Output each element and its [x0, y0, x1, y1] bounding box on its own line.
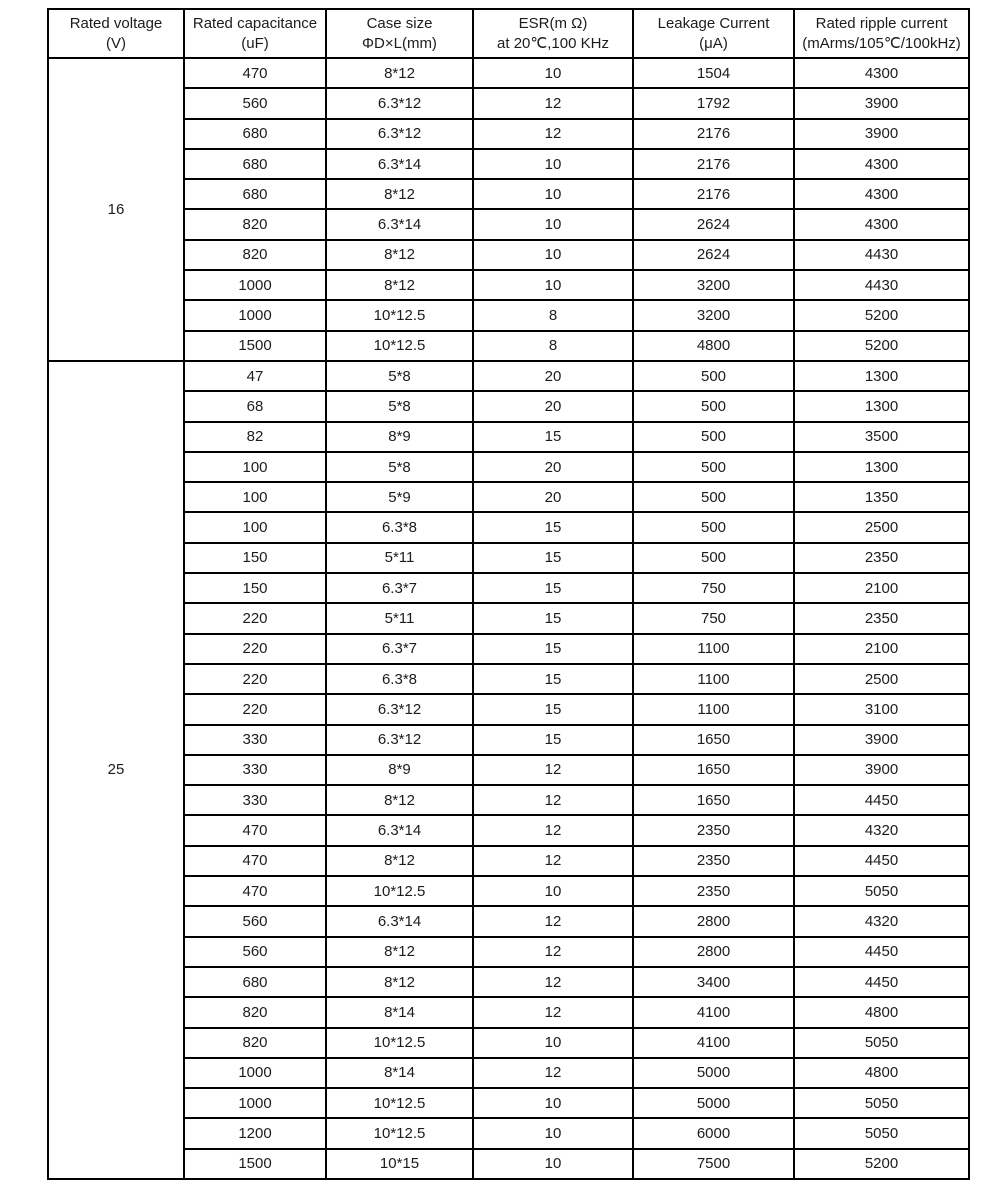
header-line: Rated voltage [69, 14, 163, 32]
table-cell-esr_mohm: 10 [473, 149, 633, 179]
table-cell-rated_capacitance_uf: 150 [184, 573, 326, 603]
table-cell-case_size_mm: 6.3*12 [326, 119, 473, 149]
table-cell-leakage_current_ua: 1100 [633, 634, 794, 664]
table-row [48, 543, 969, 573]
table-cell-rated_ripple_current_ma: 3900 [794, 755, 969, 785]
table-cell-esr_mohm: 10 [473, 209, 633, 239]
table-cell-leakage_current_ua: 5000 [633, 1058, 794, 1088]
table-cell-leakage_current_ua: 3200 [633, 270, 794, 300]
table-cell-rated_ripple_current_ma: 5050 [794, 1028, 969, 1058]
table-row [48, 634, 969, 664]
table-cell-rated_ripple_current_ma: 3900 [794, 119, 969, 149]
table-cell-leakage_current_ua: 1650 [633, 755, 794, 785]
table-row [48, 361, 969, 391]
table-cell-case_size_mm: 6.3*8 [326, 664, 473, 694]
table-row [48, 755, 969, 785]
table-row [48, 694, 969, 724]
table-row [48, 452, 969, 482]
table-cell-rated_ripple_current_ma: 4800 [794, 1058, 969, 1088]
table-cell-rated_capacitance_uf: 470 [184, 58, 326, 88]
table-cell-rated_capacitance_uf: 1200 [184, 1118, 326, 1148]
table-cell-case_size_mm: 8*12 [326, 240, 473, 270]
table-cell-leakage_current_ua: 2350 [633, 876, 794, 906]
header-line: Leakage Current [657, 14, 770, 32]
table-cell-esr_mohm: 15 [473, 725, 633, 755]
table-cell-leakage_current_ua: 500 [633, 543, 794, 573]
table-cell-rated_capacitance_uf: 1000 [184, 1088, 326, 1118]
table-row [48, 1058, 969, 1088]
table-body [48, 58, 969, 1179]
table-cell-rated_ripple_current_ma: 4320 [794, 906, 969, 936]
table-cell-esr_mohm: 20 [473, 361, 633, 391]
table-cell-esr_mohm: 12 [473, 997, 633, 1027]
table-cell-rated_capacitance_uf: 100 [184, 452, 326, 482]
table-row [48, 1149, 969, 1179]
table-cell-rated_capacitance_uf: 330 [184, 755, 326, 785]
table-row [48, 240, 969, 270]
column-header-leakage-current [633, 9, 794, 58]
table-cell-leakage_current_ua: 6000 [633, 1118, 794, 1148]
table-cell-case_size_mm: 8*14 [326, 1058, 473, 1088]
table-cell-case_size_mm: 5*8 [326, 361, 473, 391]
table-cell-rated_ripple_current_ma: 4450 [794, 785, 969, 815]
table-cell-case_size_mm: 8*12 [326, 937, 473, 967]
table-cell-case_size_mm: 10*12.5 [326, 331, 473, 361]
table-cell-rated_capacitance_uf: 680 [184, 967, 326, 997]
table-cell-case_size_mm: 6.3*7 [326, 573, 473, 603]
table-cell-rated_capacitance_uf: 82 [184, 422, 326, 452]
table-cell-rated_capacitance_uf: 220 [184, 603, 326, 633]
table-cell-rated_ripple_current_ma: 1300 [794, 361, 969, 391]
table-row [48, 482, 969, 512]
table-cell-esr_mohm: 15 [473, 573, 633, 603]
table-row [48, 785, 969, 815]
table-cell-case_size_mm: 8*12 [326, 846, 473, 876]
table-cell-esr_mohm: 10 [473, 876, 633, 906]
table-cell-rated_capacitance_uf: 820 [184, 209, 326, 239]
table-cell-case_size_mm: 6.3*14 [326, 209, 473, 239]
table-cell-rated_ripple_current_ma: 5050 [794, 1118, 969, 1148]
capacitor-spec-table [47, 8, 970, 1180]
table-cell-esr_mohm: 10 [473, 1118, 633, 1148]
table-cell-rated_capacitance_uf: 1000 [184, 270, 326, 300]
table-cell-rated_ripple_current_ma: 4450 [794, 846, 969, 876]
voltage-group-cell: 25 [48, 361, 184, 1179]
table-row [48, 422, 969, 452]
table-cell-rated_capacitance_uf: 1000 [184, 1058, 326, 1088]
column-header-case-size [326, 9, 473, 58]
table-cell-leakage_current_ua: 500 [633, 361, 794, 391]
table-row [48, 300, 969, 330]
table-cell-esr_mohm: 15 [473, 634, 633, 664]
table-cell-leakage_current_ua: 500 [633, 482, 794, 512]
header-line: (uF) [241, 34, 269, 52]
table-cell-rated_capacitance_uf: 680 [184, 119, 326, 149]
table-cell-rated_ripple_current_ma: 5200 [794, 331, 969, 361]
table-cell-leakage_current_ua: 1100 [633, 664, 794, 694]
table-cell-leakage_current_ua: 7500 [633, 1149, 794, 1179]
table-cell-rated_capacitance_uf: 680 [184, 149, 326, 179]
table-cell-esr_mohm: 12 [473, 906, 633, 936]
table-row [48, 179, 969, 209]
table-row [48, 846, 969, 876]
table-cell-rated_capacitance_uf: 560 [184, 906, 326, 936]
table-cell-esr_mohm: 10 [473, 240, 633, 270]
table-cell-rated_capacitance_uf: 330 [184, 785, 326, 815]
table-cell-case_size_mm: 10*12.5 [326, 1088, 473, 1118]
table-row [48, 119, 969, 149]
table-cell-rated_ripple_current_ma: 4450 [794, 937, 969, 967]
table-cell-rated_ripple_current_ma: 2100 [794, 634, 969, 664]
table-cell-esr_mohm: 10 [473, 1149, 633, 1179]
table-row [48, 725, 969, 755]
table-cell-esr_mohm: 12 [473, 785, 633, 815]
table-row [48, 270, 969, 300]
table-cell-rated_ripple_current_ma: 2350 [794, 603, 969, 633]
table-row [48, 1088, 969, 1118]
header-line: ΦD×L(mm) [362, 34, 437, 52]
table-cell-rated_ripple_current_ma: 4430 [794, 270, 969, 300]
table-cell-esr_mohm: 15 [473, 603, 633, 633]
table-row [48, 906, 969, 936]
table-cell-rated_capacitance_uf: 100 [184, 512, 326, 542]
table-row [48, 331, 969, 361]
voltage-group-cell: 16 [48, 58, 184, 361]
table-cell-leakage_current_ua: 4100 [633, 1028, 794, 1058]
table-cell-rated_capacitance_uf: 47 [184, 361, 326, 391]
table-row [48, 876, 969, 906]
table-cell-rated_ripple_current_ma: 3100 [794, 694, 969, 724]
table-cell-rated_ripple_current_ma: 2500 [794, 664, 969, 694]
table-cell-rated_ripple_current_ma: 2500 [794, 512, 969, 542]
header-line: Rated ripple current [815, 14, 948, 32]
table-row [48, 937, 969, 967]
table-cell-rated_capacitance_uf: 820 [184, 997, 326, 1027]
table-cell-case_size_mm: 5*9 [326, 482, 473, 512]
table-cell-rated_ripple_current_ma: 4430 [794, 240, 969, 270]
table-cell-rated_capacitance_uf: 560 [184, 88, 326, 118]
table-cell-esr_mohm: 12 [473, 937, 633, 967]
table-cell-esr_mohm: 12 [473, 755, 633, 785]
column-header-rated-voltage [48, 9, 184, 58]
table-cell-esr_mohm: 12 [473, 1058, 633, 1088]
table-row [48, 512, 969, 542]
table-cell-case_size_mm: 5*8 [326, 391, 473, 421]
table-cell-case_size_mm: 8*14 [326, 997, 473, 1027]
table-cell-leakage_current_ua: 2176 [633, 119, 794, 149]
table-row [48, 997, 969, 1027]
table-cell-case_size_mm: 8*9 [326, 755, 473, 785]
table-cell-case_size_mm: 8*12 [326, 270, 473, 300]
table-cell-case_size_mm: 5*11 [326, 543, 473, 573]
table-cell-esr_mohm: 10 [473, 1028, 633, 1058]
table-cell-rated_capacitance_uf: 220 [184, 664, 326, 694]
table-cell-leakage_current_ua: 500 [633, 452, 794, 482]
table-cell-leakage_current_ua: 4100 [633, 997, 794, 1027]
table-cell-rated_capacitance_uf: 100 [184, 482, 326, 512]
table-cell-rated_ripple_current_ma: 3900 [794, 725, 969, 755]
table-cell-esr_mohm: 12 [473, 88, 633, 118]
header-row [48, 9, 969, 58]
column-header-rated-capacitance [184, 9, 326, 58]
table-cell-esr_mohm: 12 [473, 815, 633, 845]
table-cell-rated_capacitance_uf: 220 [184, 694, 326, 724]
table-cell-leakage_current_ua: 1650 [633, 725, 794, 755]
table-row [48, 209, 969, 239]
table-cell-esr_mohm: 15 [473, 664, 633, 694]
table-row [48, 88, 969, 118]
table-cell-leakage_current_ua: 500 [633, 512, 794, 542]
table-cell-leakage_current_ua: 1792 [633, 88, 794, 118]
table-cell-rated_capacitance_uf: 1000 [184, 300, 326, 330]
table-cell-case_size_mm: 6.3*12 [326, 725, 473, 755]
table-cell-leakage_current_ua: 2350 [633, 815, 794, 845]
table-cell-case_size_mm: 8*9 [326, 422, 473, 452]
table-cell-leakage_current_ua: 1650 [633, 785, 794, 815]
table-cell-leakage_current_ua: 2800 [633, 937, 794, 967]
table-cell-leakage_current_ua: 4800 [633, 331, 794, 361]
table-cell-case_size_mm: 10*12.5 [326, 300, 473, 330]
table-row [48, 967, 969, 997]
table-cell-esr_mohm: 15 [473, 422, 633, 452]
table-cell-case_size_mm: 8*12 [326, 785, 473, 815]
table-cell-rated_capacitance_uf: 560 [184, 937, 326, 967]
table-cell-rated_ripple_current_ma: 4300 [794, 58, 969, 88]
table-row [48, 1118, 969, 1148]
table-cell-leakage_current_ua: 750 [633, 603, 794, 633]
table-cell-rated_ripple_current_ma: 5200 [794, 1149, 969, 1179]
table-cell-case_size_mm: 6.3*14 [326, 815, 473, 845]
table-cell-rated_ripple_current_ma: 5050 [794, 876, 969, 906]
table-cell-rated_capacitance_uf: 820 [184, 1028, 326, 1058]
table-cell-case_size_mm: 6.3*7 [326, 634, 473, 664]
table-cell-leakage_current_ua: 500 [633, 422, 794, 452]
table-cell-case_size_mm: 10*12.5 [326, 876, 473, 906]
table-cell-rated_ripple_current_ma: 4300 [794, 149, 969, 179]
table-cell-leakage_current_ua: 2624 [633, 209, 794, 239]
table-row [48, 603, 969, 633]
table-row [48, 1028, 969, 1058]
table-cell-case_size_mm: 8*12 [326, 179, 473, 209]
table-row [48, 815, 969, 845]
table-cell-rated_capacitance_uf: 470 [184, 846, 326, 876]
header-line: (V) [106, 34, 126, 52]
table-cell-rated_ripple_current_ma: 4300 [794, 179, 969, 209]
table-cell-esr_mohm: 20 [473, 391, 633, 421]
table-cell-rated_ripple_current_ma: 4800 [794, 997, 969, 1027]
table-cell-rated_ripple_current_ma: 3900 [794, 88, 969, 118]
table-row [48, 664, 969, 694]
table-cell-case_size_mm: 6.3*12 [326, 694, 473, 724]
table-cell-rated_capacitance_uf: 470 [184, 815, 326, 845]
table-cell-esr_mohm: 12 [473, 119, 633, 149]
table-cell-rated_ripple_current_ma: 4320 [794, 815, 969, 845]
table-cell-leakage_current_ua: 750 [633, 573, 794, 603]
table-cell-esr_mohm: 10 [473, 1088, 633, 1118]
table-cell-leakage_current_ua: 5000 [633, 1088, 794, 1118]
table-cell-esr_mohm: 15 [473, 694, 633, 724]
table-cell-case_size_mm: 6.3*12 [326, 88, 473, 118]
table-cell-esr_mohm: 8 [473, 331, 633, 361]
table-cell-case_size_mm: 10*15 [326, 1149, 473, 1179]
table-cell-leakage_current_ua: 2624 [633, 240, 794, 270]
table-cell-rated_capacitance_uf: 680 [184, 179, 326, 209]
table-cell-rated_capacitance_uf: 330 [184, 725, 326, 755]
column-header-esr [473, 9, 633, 58]
table-cell-rated_ripple_current_ma: 2100 [794, 573, 969, 603]
table-cell-rated_ripple_current_ma: 2350 [794, 543, 969, 573]
table-cell-esr_mohm: 20 [473, 452, 633, 482]
table-cell-rated_ripple_current_ma: 1300 [794, 391, 969, 421]
table-cell-esr_mohm: 15 [473, 543, 633, 573]
table-cell-case_size_mm: 10*12.5 [326, 1028, 473, 1058]
table-cell-case_size_mm: 5*11 [326, 603, 473, 633]
table-cell-rated_capacitance_uf: 470 [184, 876, 326, 906]
table-cell-rated_ripple_current_ma: 1350 [794, 482, 969, 512]
column-header-ripple-current [794, 9, 969, 58]
table-cell-rated_ripple_current_ma: 5050 [794, 1088, 969, 1118]
header-line: (mArms/105℃/100kHz) [802, 34, 961, 52]
table-cell-esr_mohm: 10 [473, 179, 633, 209]
table-cell-rated_ripple_current_ma: 3500 [794, 422, 969, 452]
table-cell-rated_capacitance_uf: 1500 [184, 331, 326, 361]
table-cell-leakage_current_ua: 3200 [633, 300, 794, 330]
table-cell-leakage_current_ua: 1504 [633, 58, 794, 88]
table-row [48, 149, 969, 179]
table-cell-case_size_mm: 6.3*8 [326, 512, 473, 542]
table-cell-esr_mohm: 20 [473, 482, 633, 512]
table-cell-case_size_mm: 10*12.5 [326, 1118, 473, 1148]
header-line: at 20℃,100 KHz [497, 34, 609, 52]
table-cell-case_size_mm: 8*12 [326, 967, 473, 997]
header-line: Case size [366, 14, 433, 32]
table-cell-rated_ripple_current_ma: 5200 [794, 300, 969, 330]
header-line: ESR(m Ω) [518, 14, 588, 32]
table-cell-rated_capacitance_uf: 220 [184, 634, 326, 664]
table-cell-rated_ripple_current_ma: 4450 [794, 967, 969, 997]
table-cell-rated_ripple_current_ma: 1300 [794, 452, 969, 482]
table-row [48, 58, 969, 88]
table-cell-esr_mohm: 8 [473, 300, 633, 330]
table-cell-leakage_current_ua: 500 [633, 391, 794, 421]
table-cell-rated_capacitance_uf: 150 [184, 543, 326, 573]
table-cell-leakage_current_ua: 2800 [633, 906, 794, 936]
table-cell-rated_capacitance_uf: 820 [184, 240, 326, 270]
table-cell-leakage_current_ua: 1100 [633, 694, 794, 724]
table-cell-rated_capacitance_uf: 1500 [184, 1149, 326, 1179]
table-cell-case_size_mm: 6.3*14 [326, 149, 473, 179]
header-line: Rated capacitance [192, 14, 318, 32]
table-cell-case_size_mm: 5*8 [326, 452, 473, 482]
table-cell-rated_ripple_current_ma: 4300 [794, 209, 969, 239]
table-cell-leakage_current_ua: 2176 [633, 149, 794, 179]
table-cell-rated_capacitance_uf: 68 [184, 391, 326, 421]
table-cell-esr_mohm: 15 [473, 512, 633, 542]
table-cell-esr_mohm: 12 [473, 967, 633, 997]
table-cell-esr_mohm: 10 [473, 58, 633, 88]
table-cell-esr_mohm: 10 [473, 270, 633, 300]
table-header [48, 9, 969, 58]
table-row [48, 391, 969, 421]
table-cell-leakage_current_ua: 3400 [633, 967, 794, 997]
table-cell-esr_mohm: 12 [473, 846, 633, 876]
table-cell-case_size_mm: 6.3*14 [326, 906, 473, 936]
table-cell-leakage_current_ua: 2350 [633, 846, 794, 876]
table-row [48, 573, 969, 603]
table-cell-case_size_mm: 8*12 [326, 58, 473, 88]
header-line: (μA) [699, 34, 728, 52]
table-cell-leakage_current_ua: 2176 [633, 179, 794, 209]
